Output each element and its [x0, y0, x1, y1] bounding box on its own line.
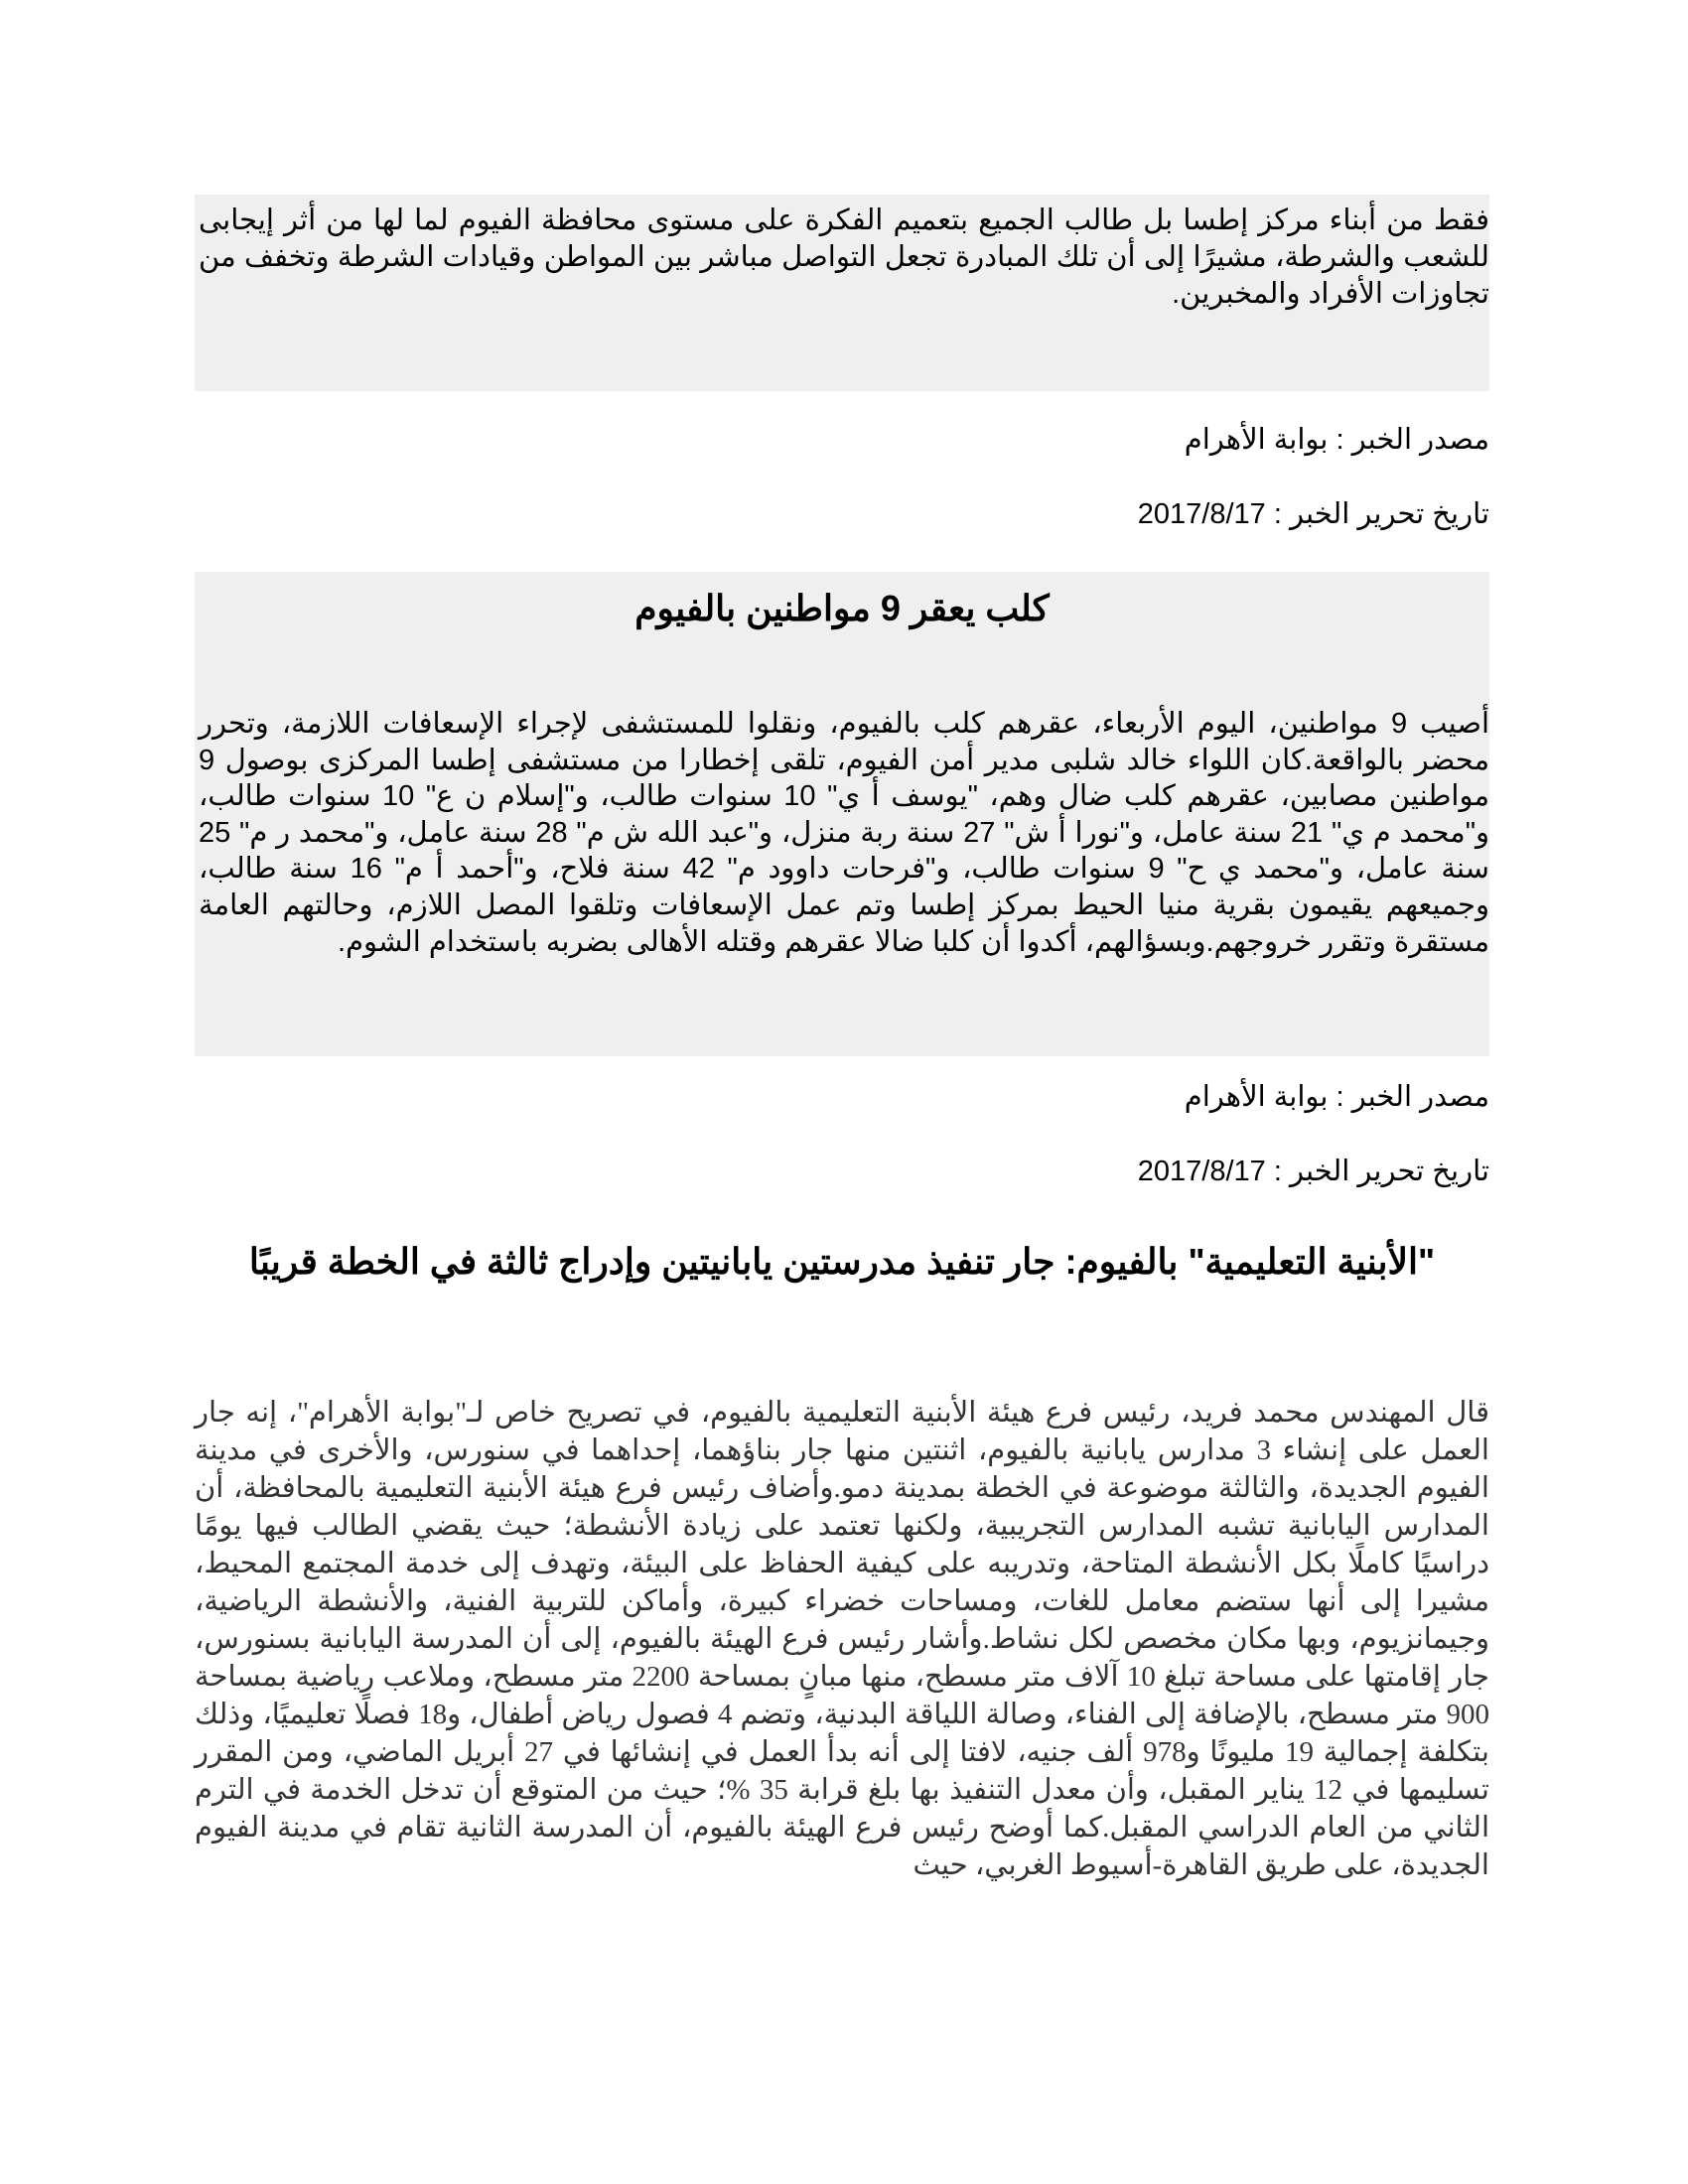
- article-tail-box: [195, 195, 1489, 391]
- article-body: قال المهندس محمد فريد، رئيس فرع هيئة الأبنية التعليمية بالفيوم، في تصريح خاص لـ"بوابة الأهرام"، إنه جار العمل على إنشاء 3 مدارس يابانية بالفيوم، اثنتين منها جار بناؤهما، إحداهما في سنورس، والأخرى في مدينة الفيوم الجديدة، والثالثة موضوعة في الخطة بمدينة دمو.وأضاف رئيس فرع هيئة الأبنية التعليمية بالمحافظة، أن المدارس اليابانية تشبه المدارس التجريبية، ولكنها تعتمد على زيادة الأنشطة؛ حيث يقضي الطالب فيها يومًا دراسيًا كاملًا بكل الأنشطة المتاحة، وتدريبه على كيفية الحفاظ على البيئة، وتهدف إلى خدمة المجتمع المحيط، مشيرا إلى أنها ستضم معامل للغات، ومساحات خضراء كبيرة، وأماكن للتربية الفنية، والأنشطة الرياضية، وجيمانزيوم، وبها مكان مخصص لكل نشاط.وأشار رئيس فرع الهيئة بالفيوم، إلى أن المدرسة اليابانية بسنورس، جار إقامتها على مساحة تبلغ 10 آلاف متر مسطح، منها مبانٍ بمساحة 2200 متر مسطح، وملاعب رياضية بمساحة 900 متر مسطح، بالإضافة إلى الفناء، وصالة اللياقة البدنية، وتضم 4 فصول رياض أطفال، و18 فصلًا تعليميًا، وذلك بتكلفة إجمالية 19 مليونًا و978 ألف جنيه، لافتا إلى أنه بدأ العمل في إنشائها في 27 أبريل الماضي، ومن المقرر تسليمها في 12 يناير المقبل، وأن معدل التنفيذ بها بلغ قرابة 35 %؛ حيث من المتوقع أن تدخل الخدمة في الترم الثاني من العام الدراسي المقبل.كما أوضح رئيس فرع الهيئة بالفيوم، أن المدرسة الثانية تقام في مدينة الفيوم الجديدة، على طريق القاهرة-أسيوط الغربي، حيث: [195, 1397, 1490, 1881]
- news-source: مصدر الخبر : بوابة الأهرام: [1184, 1081, 1489, 1113]
- article-title: كلب يعقر 9 مواطنين بالفيوم: [634, 588, 1050, 628]
- article-title: "الأبنية التعليمية" بالفيوم: جار تنفيذ مدرستين يابانيتين وإدراج ثالثة في الخطة قريبًا: [248, 1241, 1436, 1282]
- article-tail-text: فقط من أبناء مركز إطسا بل طالب الجميع بتعميم الفكرة على مستوى محافظة الفيوم لما لها من أثر إيجابى للشعب والشرطة، مشيرًا إلى أن تلك المبادرة تجعل التواصل مباشر بين المواطن وقيادات الشرطة وتخفف من تجاوزات الأفراد والمخبرين.: [199, 205, 1489, 310]
- news-source: مصدر الخبر : بوابة الأهرام: [1184, 424, 1489, 456]
- news-date: تاريخ تحرير الخبر : 2017/8/17: [1137, 498, 1489, 530]
- article-body: أصيب 9 مواطنين، اليوم الأربعاء، عقرهم كلب بالفيوم، ونقلوا للمستشفى لإجراء الإسعافات اللازمة، وتحرر محضر بالواقعة.كان اللواء خالد شلبى مدير أمن الفيوم، تلقى إخطارا من مستشفى إطسا المركزى بوصول 9 مواطنين مصابين، عقرهم كلب ضال وهم، "يوسف أ ي" 10 سنوات طالب، و"إسلام ن ع" 10 سنوات طالب، و"محمد م ي" 21 سنة عامل، و"نورا أ ش" 27 سنة ربة منزل، و"عبد الله ش م" 28 سنة عامل، و"محمد ر م" 25 سنة عامل، و"محمد ي ح" 9 سنوات طالب، و"فرحات داوود م" 42 سنة فلاح، و"أحمد أ م" 16 سنة طالب، وجميعهم يقيمون بقرية منيا الحيط بمركز إطسا وتم عمل الإسعافات وتلقوا المصل اللازم، وحالتهم العامة مستقرة وتقرر خروجهم.وبسؤالهم، أكدوا أن كلبا ضالا عقرهم وقتله الأهالى بضربه باستخدام الشوم.: [199, 708, 1490, 958]
- news-date: تاريخ تحرير الخبر : 2017/8/17: [1137, 1156, 1489, 1187]
- article-box: [195, 572, 1489, 1056]
